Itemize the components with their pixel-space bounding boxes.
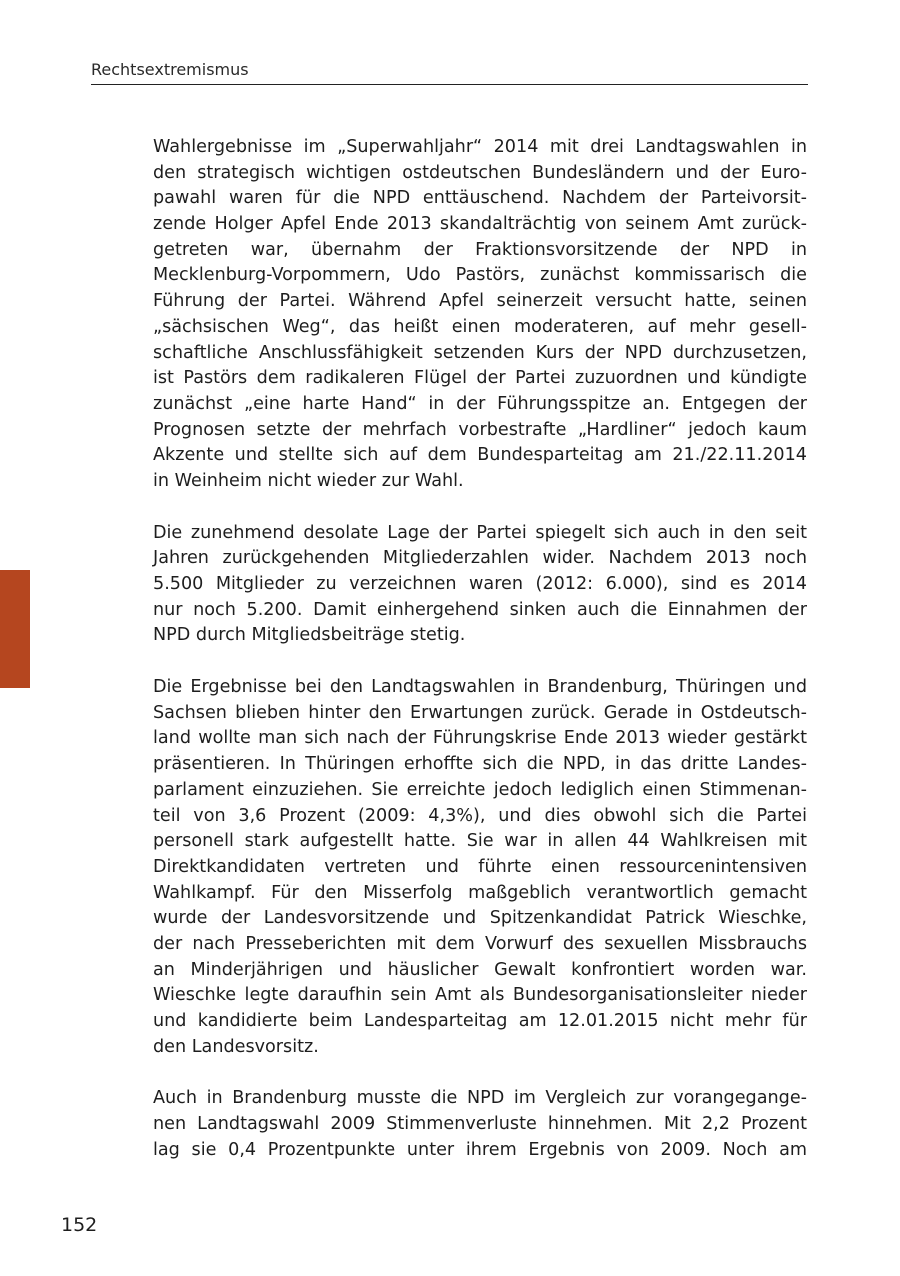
header-rule xyxy=(91,84,808,85)
text-line: Sachsen blieben hinter den Erwartungen zurück. Gerade in Ostdeutsch- xyxy=(153,702,807,723)
text-line: NPD durch Mitgliedsbeiträge stetig. xyxy=(153,625,466,646)
text-line: Auch in Brandenburg musste die NPD im Vergleich zur vorangegange- xyxy=(153,1088,807,1109)
text-line: Akzente und stellte sich auf dem Bundesparteitag am 21./22.11.2014 xyxy=(153,445,807,466)
text-line: Führung der Partei. Während Apfel seinerzeit versucht hatte, seinen xyxy=(153,291,807,312)
text-line: Die zunehmend desolate Lage der Partei spiegelt sich auch in den seit xyxy=(153,522,807,543)
text-line: den Landesvorsitz. xyxy=(153,1036,319,1057)
text-line: 5.500 Mitglieder zu verzeichnen waren (2012: 6.000), sind es 2014 xyxy=(153,574,807,594)
text-line: den strategisch wichtigen ostdeutschen Bundesländern und der Euro- xyxy=(153,162,807,183)
text-line: und kandidierte beim Landesparteitag am 12.01.2015 nicht mehr für xyxy=(153,1011,807,1031)
text-line: der nach Presseberichten mit dem Vorwurf des sexuellen Missbrauchs xyxy=(153,933,807,954)
text-line: Direktkandidaten vertreten und führte einen ressourcenintensiven xyxy=(153,856,807,877)
text-line: personell stark aufgestellt hatte. Sie war in allen 44 Wahlkreisen mit xyxy=(153,831,807,852)
page-number: 152 xyxy=(61,1214,98,1236)
text-line: Wieschke legte daraufhin sein Amt als Bundesorganisationsleiter nieder xyxy=(153,985,807,1006)
text-line: zende Holger Apfel Ende 2013 skandalträchtig von seinem Amt zurück- xyxy=(153,214,807,235)
text-line: lag sie 0,4 Prozentpunkte unter ihrem Ergebnis von 2009. Noch am xyxy=(153,1139,807,1160)
text-line: Prognosen setzte der mehrfach vorbestrafte „Hardliner“ jedoch kaum xyxy=(153,419,807,440)
text-line: nur noch 5.200. Damit einhergehend sinken auch die Einnahmen der xyxy=(153,599,807,620)
text-line: getreten war, übernahm der Fraktionsvorsitzende der NPD in xyxy=(153,239,807,260)
text-line: schaftliche Anschlussfähigkeit setzenden Kurs der NPD durchzusetzen, xyxy=(153,342,807,363)
text-line: teil von 3,6 Prozent (2009: 4,3%), und dies obwohl sich die Partei xyxy=(153,805,807,826)
paragraph xyxy=(153,675,807,1060)
text-line: präsentieren. In Thüringen erhoffte sich die NPD, in das dritte Landes- xyxy=(153,754,807,775)
text-line: in Weinheim nicht wieder zur Wahl. xyxy=(153,470,464,491)
text-line: Die Ergebnisse bei den Landtagswahlen in Brandenburg, Thüringen und xyxy=(153,677,807,698)
paragraph xyxy=(153,521,807,649)
text-line: an Minderjährigen und häuslicher Gewalt konfrontiert worden war. xyxy=(153,959,807,980)
text-line: zunächst „eine harte Hand“ in der Führungsspitze an. Entgegen der xyxy=(153,393,807,414)
text-line: Wahlkampf. Für den Misserfolg maßgeblich verantwortlich gemacht xyxy=(153,882,807,903)
text-line: pawahl waren für die NPD enttäuschend. Nachdem der Parteivorsit- xyxy=(153,188,807,209)
paragraph xyxy=(153,1086,807,1163)
text-line: land wollte man sich nach der Führungskrise Ende 2013 wieder gestärkt xyxy=(153,728,807,749)
text-line: nen Landtagswahl 2009 Stimmenverluste hinnehmen. Mit 2,2 Prozent xyxy=(153,1114,807,1135)
paragraph xyxy=(153,135,807,495)
running-header-title: Rechtsextremismus xyxy=(91,60,249,79)
text-line: Mecklenburg-Vorpommern, Udo Pastörs, zunächst kommissarisch die xyxy=(153,265,807,286)
text-line: Jahren zurückgehenden Mitgliederzahlen wider. Nachdem 2013 noch xyxy=(153,548,807,569)
text-line: wurde der Landesvorsitzende und Spitzenkandidat Patrick Wieschke, xyxy=(153,908,807,929)
chapter-tab-marker xyxy=(0,570,30,688)
text-line: Wahlergebnisse im „Superwahljahr“ 2014 mit drei Landtagswahlen in xyxy=(153,137,807,157)
body-text xyxy=(153,135,807,1189)
text-line: „sächsischen Weg“, das heißt einen moderateren, auf mehr gesell- xyxy=(153,316,807,337)
text-line: parlament einzuziehen. Sie erreichte jedoch lediglich einen Stimmenan- xyxy=(153,779,807,800)
text-line: ist Pastörs dem radikaleren Flügel der Partei zuzuordnen und kündigte xyxy=(153,368,807,389)
